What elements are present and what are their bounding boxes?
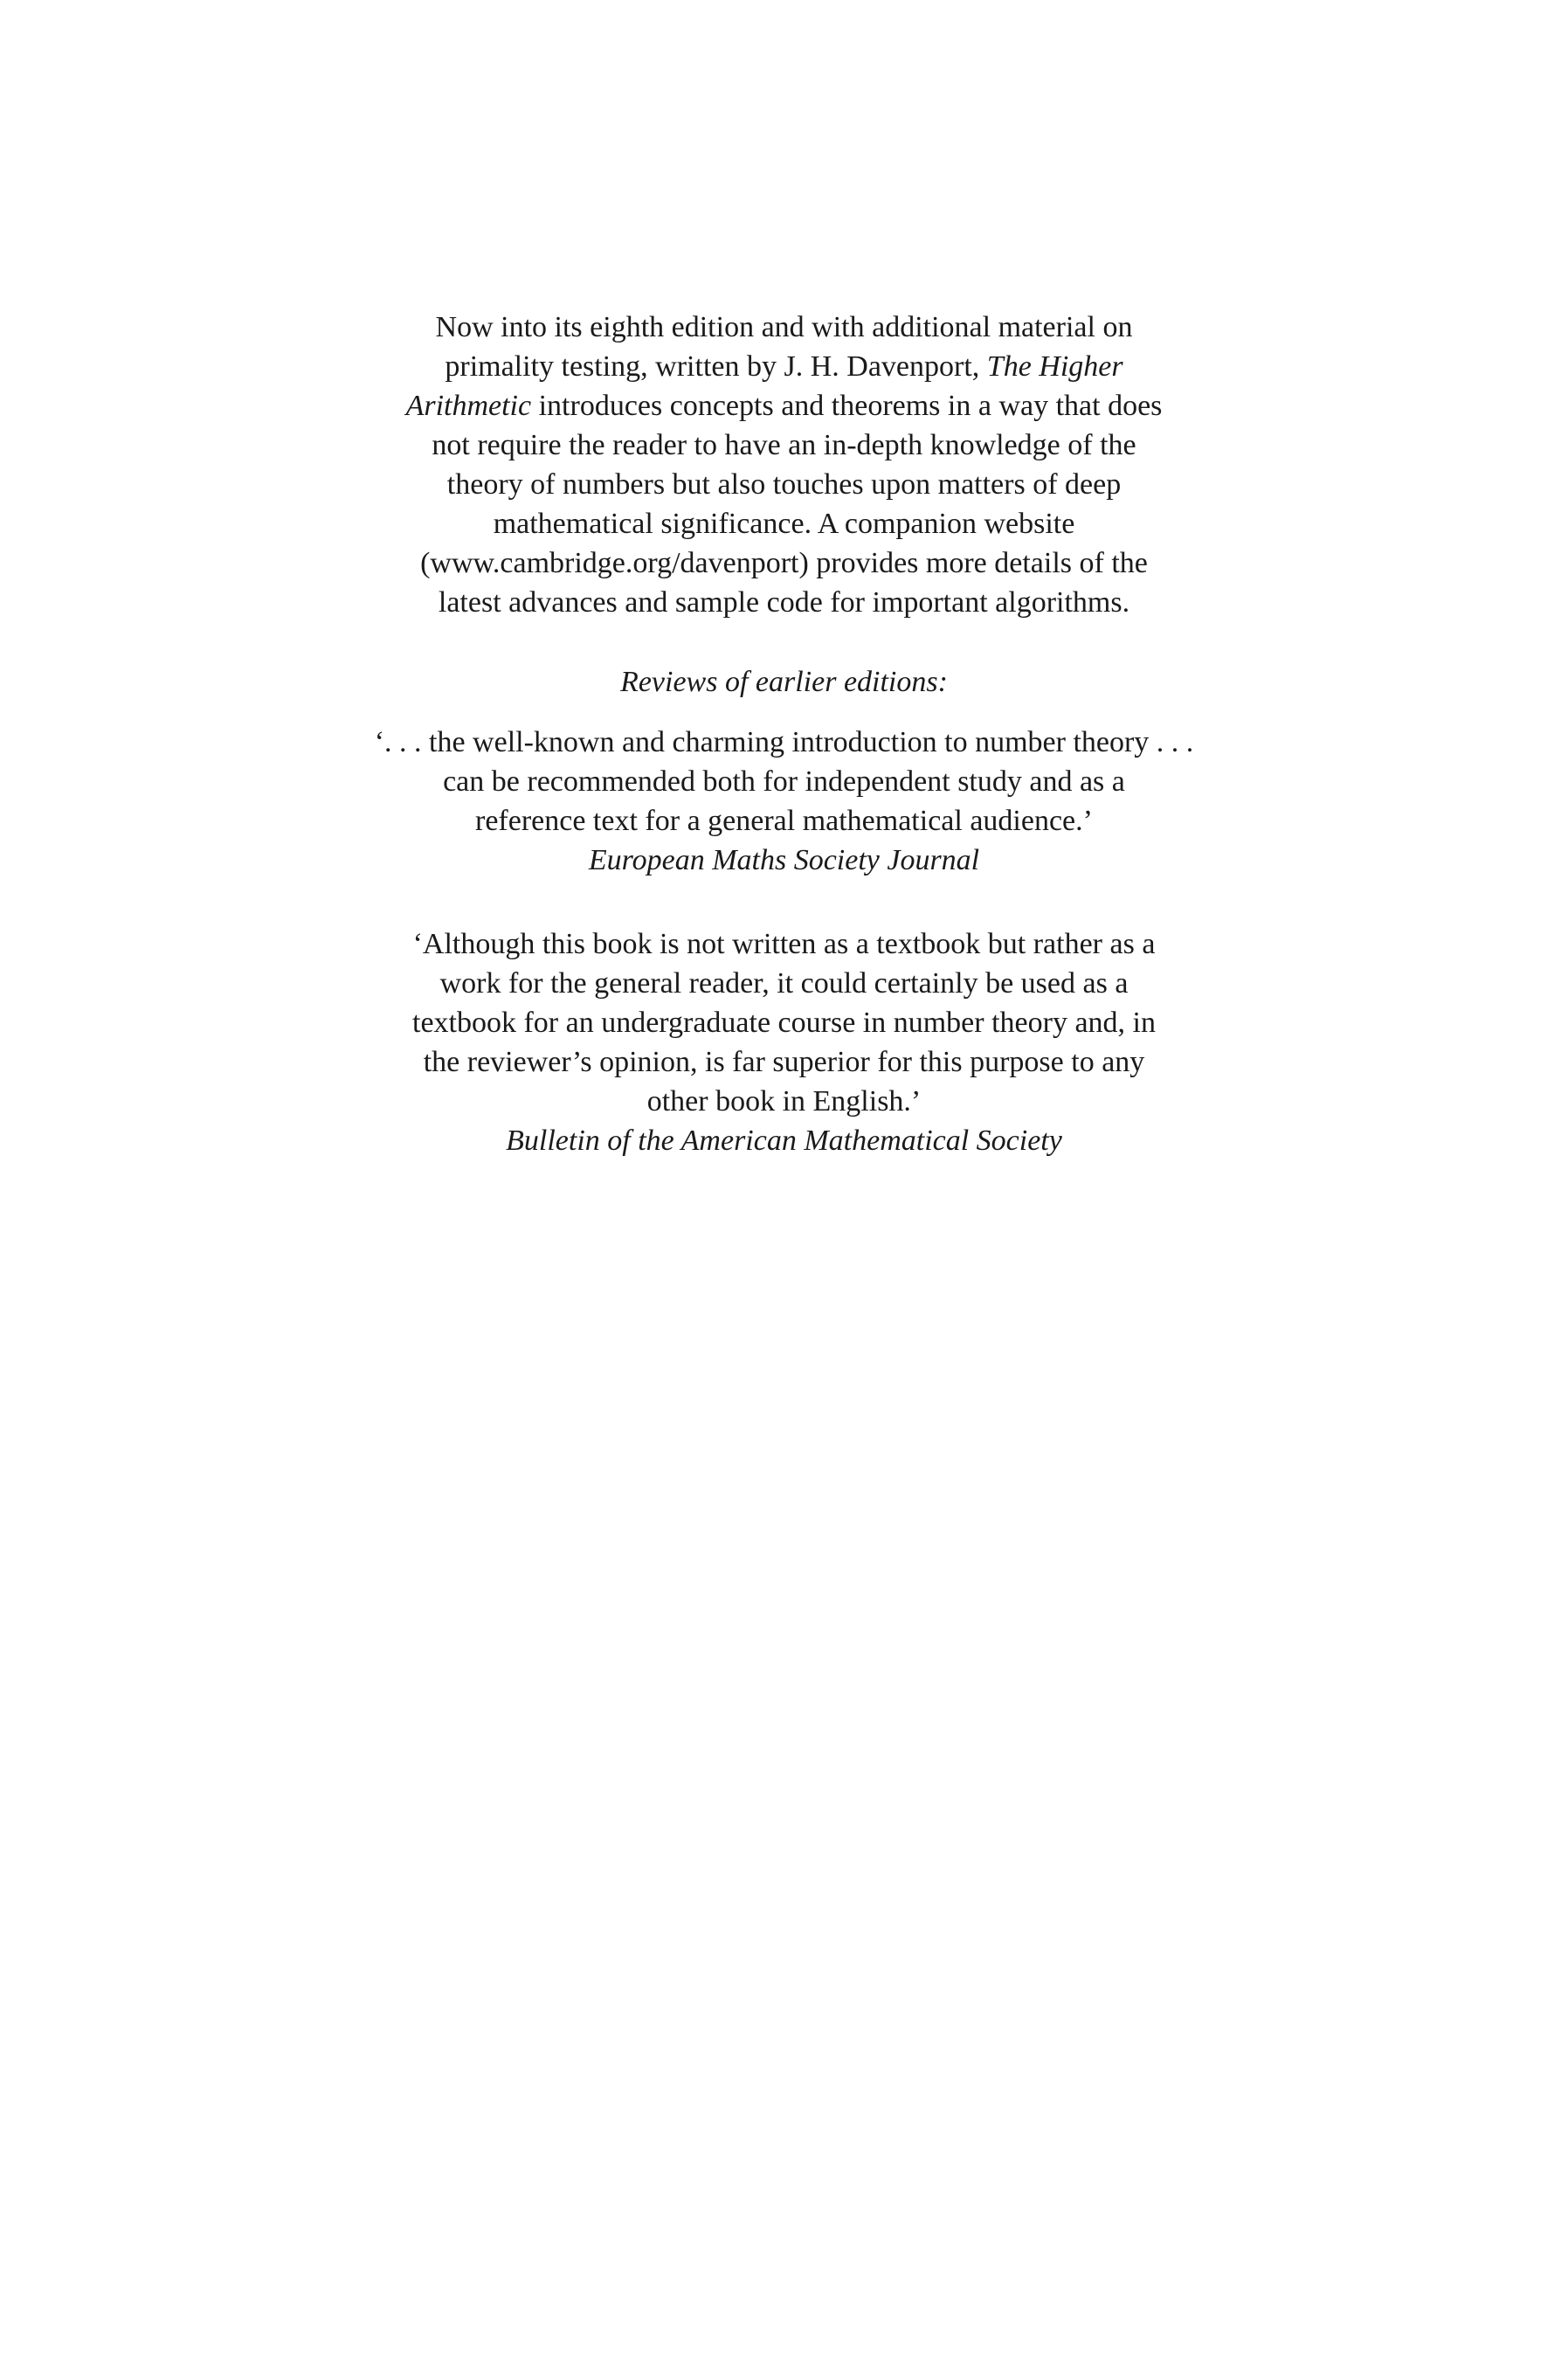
review-quote: [0, 723, 1568, 880]
description-line: theory of numbers but also touches upon matters of deep: [446, 468, 1122, 501]
description-line: latest advances and sample code for important algorithms.: [438, 586, 1130, 619]
description-text: primality testing, written by J. H. Davenport,: [445, 350, 987, 383]
quote-line: reference text for a general mathematical audience.’: [475, 805, 1093, 837]
review-source: Bulletin of the American Mathematical Society: [506, 1125, 1062, 1157]
book-title-fragment: Arithmetic: [405, 390, 532, 422]
review-quote: [0, 924, 1568, 1160]
reviews-heading: Reviews of earlier editions:: [620, 666, 948, 698]
description-line: not require the reader to have an in-depth knowledge of the: [432, 429, 1136, 461]
book-title-fragment: The Higher: [986, 350, 1123, 383]
book-description: [0, 308, 1568, 622]
description-line: mathematical significance. A companion website: [493, 508, 1075, 540]
description-line: [0, 347, 1568, 386]
quote-line: ‘. . . the well-known and charming introduction to number theory . . .: [374, 726, 1194, 758]
quote-line: can be recommended both for independent study and as a: [443, 765, 1125, 798]
description-line: (www.cambridge.org/davenport) provides more details of the: [420, 547, 1148, 579]
quote-line: other book in English.’: [646, 1085, 922, 1118]
quote-line: the reviewer’s opinion, is far superior for this purpose to any: [423, 1046, 1145, 1078]
description-text: introduces concepts and theorems in a way that does: [531, 390, 1163, 422]
quote-line: work for the general reader, it could certainly be used as a: [439, 967, 1129, 1000]
review-source: European Maths Society Journal: [588, 844, 980, 876]
description-line: [0, 386, 1568, 426]
description-line: Now into its eighth edition and with additional material on: [435, 311, 1133, 343]
quote-line: textbook for an undergraduate course in number theory and, in: [412, 1007, 1156, 1039]
quote-line: ‘Although this book is not written as a textbook but rather as a: [412, 928, 1156, 960]
